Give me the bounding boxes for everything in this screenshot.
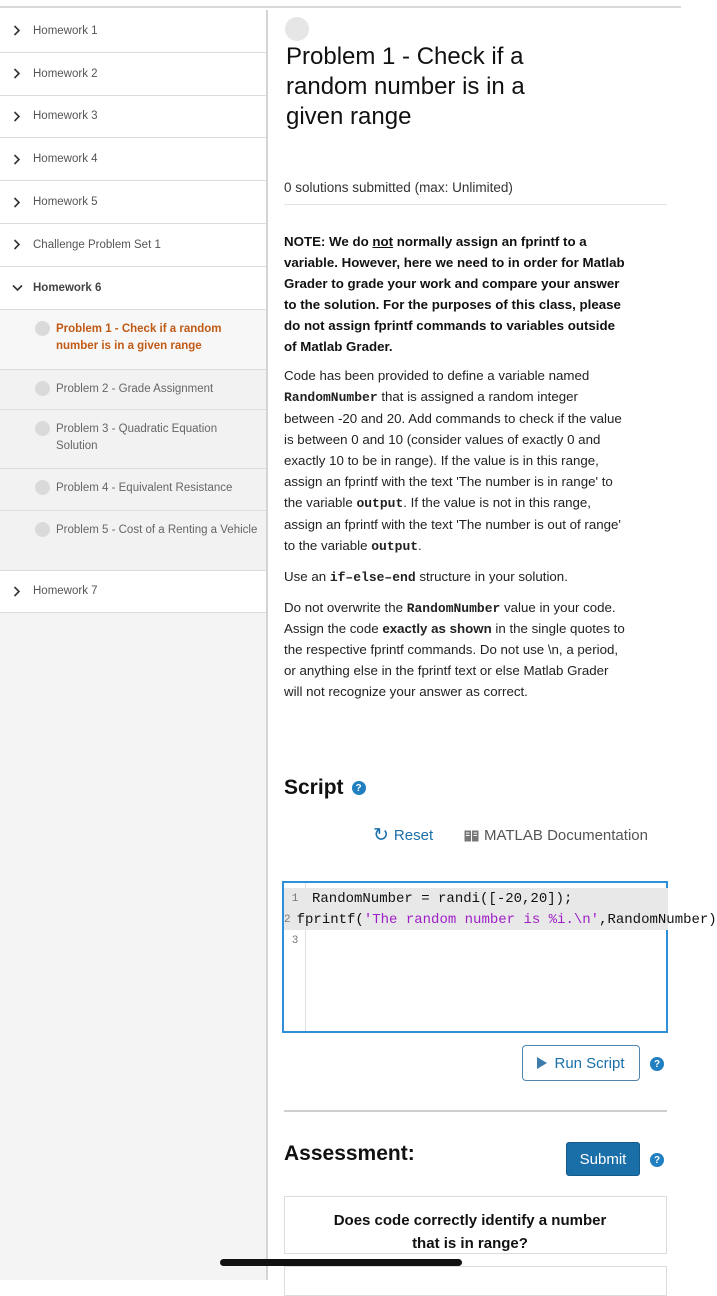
sidebar-item-label: Homework 7	[33, 585, 98, 598]
problem-item-label: Problem 4 - Equivalent Resistance	[56, 481, 233, 494]
code-line[interactable]: 1 RandomNumber = randi([-20,20]);	[284, 888, 668, 909]
sidebar-item-challenge-set-1[interactable]	[0, 224, 266, 267]
sidebar-item-homework-7[interactable]	[0, 571, 266, 614]
code-line[interactable]: 3	[291, 934, 299, 947]
submit-button[interactable]: Submit	[566, 1142, 640, 1176]
problem-description	[284, 232, 629, 712]
sidebar-item-label: Homework 5	[33, 196, 98, 209]
code-editor[interactable]	[282, 881, 717, 1033]
sidebar-item-homework-3[interactable]	[0, 96, 266, 139]
problem-item-label: Problem 1 - Check if a random number is in a given range	[56, 322, 222, 352]
sidebar-item-label: Homework 1	[33, 24, 98, 37]
home-indicator[interactable]	[220, 1259, 462, 1266]
sidebar	[0, 10, 268, 1280]
sidebar-item-homework-6[interactable]	[0, 267, 266, 310]
problem-item-label: Problem 5 - Cost of a Renting a Vehicle	[56, 523, 258, 536]
warning-paragraph: Do not overwrite the RandomNumber value in your code. Assign the code exactly as shown in the single quotes to the respective fprintf commands. Do not use \n, a period, or anything else in the fprintf text or else Matlab Grader will not recognize your answer as correct.	[284, 599, 625, 700]
help-icon[interactable]: ?	[650, 1153, 664, 1167]
problem-item-5[interactable]	[0, 511, 266, 571]
sidebar-item-label: Homework 3	[33, 110, 98, 123]
book-icon	[464, 830, 479, 842]
problem-item-label: Problem 2 - Grade Assignment	[56, 382, 214, 395]
divider	[284, 1110, 667, 1112]
chevron-right-icon	[10, 24, 24, 38]
problem-item-2[interactable]	[0, 370, 266, 410]
sidebar-item-label: Homework 4	[33, 153, 98, 166]
sidebar-item-homework-2[interactable]	[0, 53, 266, 96]
status-circle-icon	[35, 381, 50, 396]
status-circle-icon	[35, 421, 50, 436]
chevron-right-icon	[10, 584, 24, 598]
chevron-right-icon	[10, 195, 24, 209]
run-script-button[interactable]: Run Script	[522, 1045, 640, 1081]
solutions-count: 0 solutions submitted (max: Unlimited)	[284, 180, 513, 195]
chevron-right-icon	[10, 238, 24, 252]
sidebar-item-label: Challenge Problem Set 1	[33, 238, 161, 251]
assessment-test-card[interactable]	[284, 1196, 667, 1254]
sidebar-item-homework-1[interactable]	[0, 10, 266, 53]
status-circle-icon	[35, 522, 50, 537]
reset-button[interactable]: ↻ Reset	[373, 824, 434, 846]
chevron-right-icon	[10, 152, 24, 166]
test-label: Does code correctly identify a number that is in range?	[333, 1212, 607, 1252]
status-circle-icon	[35, 480, 50, 495]
sidebar-nav	[0, 10, 266, 310]
reset-icon: ↻	[373, 824, 389, 846]
status-circle-icon	[285, 17, 309, 41]
status-circle-icon	[35, 321, 50, 336]
problem-item-3[interactable]	[0, 410, 266, 469]
script-heading: Script ?	[284, 776, 366, 800]
help-icon[interactable]: ?	[650, 1057, 664, 1071]
page-title: Problem 1 - Check if a random number is in a given range	[286, 43, 525, 130]
chevron-right-icon	[10, 109, 24, 123]
sidebar-item-homework-5[interactable]	[0, 181, 266, 224]
code-line[interactable]: 2 fprintf('The random number is %i.\n',RandomNumber)	[284, 909, 668, 930]
chevron-down-icon	[10, 281, 24, 295]
sidebar-item-homework-4[interactable]	[0, 138, 266, 181]
play-icon	[537, 1057, 547, 1069]
sidebar-item-label: Homework 6	[33, 281, 102, 294]
problem-item-4[interactable]	[0, 469, 266, 511]
instructions-paragraph: Code has been provided to define a variable named RandomNumber that is assigned a random integer between -20 and 20. Add commands to check if the value is between 0 and 10 (consider values of exactly 0 and exactly 10 to be in range). If the value is in this range, assign an fprintf with the text 'The number is in range' to the variable output. If the value is not in this range, assign an fprintf with the text 'The number is out of range' to the variable output.	[284, 368, 622, 554]
divider	[284, 204, 667, 205]
problem-item-label: Problem 3 - Quadratic Equation Solution	[56, 422, 218, 452]
help-icon[interactable]: ?	[352, 781, 366, 795]
structure-paragraph: Use an if–else–end structure in your solution.	[284, 568, 568, 585]
top-bar	[0, 0, 681, 8]
chevron-right-icon	[10, 67, 24, 81]
assessment-test-card[interactable]	[284, 1266, 667, 1296]
note-paragraph: NOTE: We do not normally assign an fprintf to a variable. However, here we need to in order for Matlab Grader to grade your work and compare your answer to the solution. For the purposes of this class, please do not assign fprintf commands to variables outside of Matlab Grader.	[284, 234, 625, 354]
sidebar-item-label: Homework 2	[33, 67, 98, 80]
matlab-docs-link[interactable]: MATLAB Documentation	[464, 827, 648, 844]
assessment-heading: Assessment:	[284, 1142, 415, 1165]
sidebar-nav-after	[0, 571, 266, 614]
problem-item-1[interactable]	[0, 310, 266, 370]
